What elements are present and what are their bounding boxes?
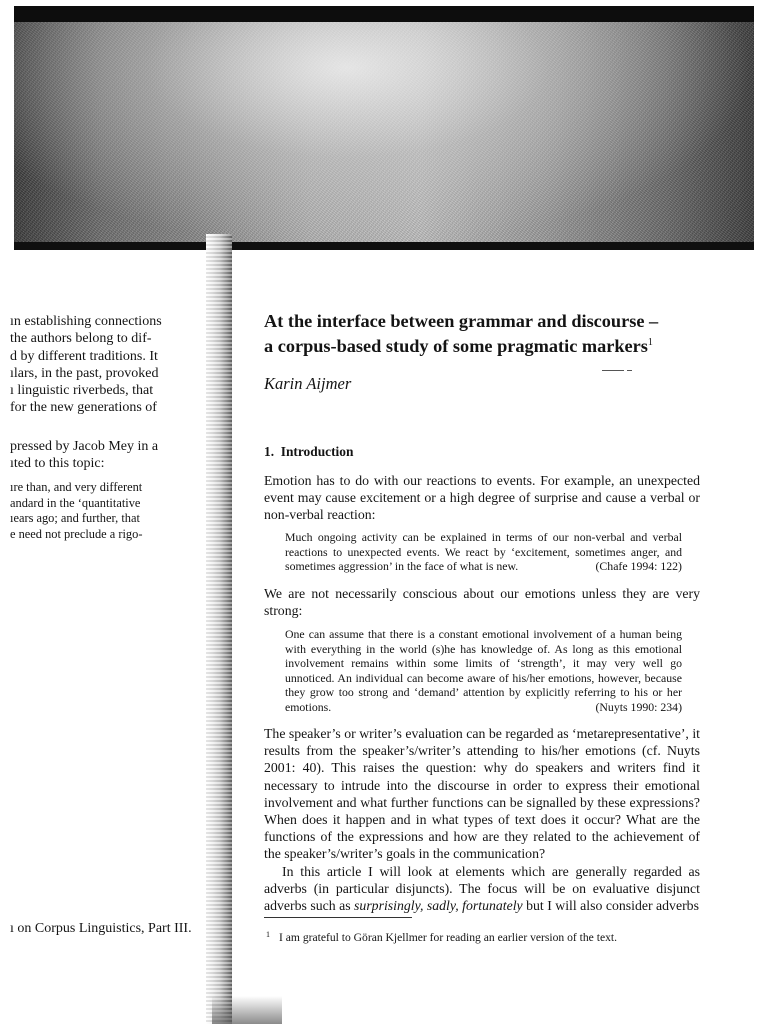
quote-citation: (Chafe 1994: 122) <box>595 559 682 574</box>
author-name: Karin Aijmer <box>264 374 352 393</box>
title-line-1: At the interface between grammar and discourse – <box>264 311 659 331</box>
footnote-text: I am grateful to Göran Kjellmer for reading an earlier version of the text. <box>279 931 618 944</box>
paragraph-text: We are not necessarily conscious about our emotions unless they are very strong: <box>264 586 700 619</box>
paragraph-4-end: but I will also consider adverbs <box>522 898 699 914</box>
quote-citation: (Nuyts 1990: 234) <box>595 699 682 714</box>
left-line: ıre than, and very different <box>10 480 143 494</box>
left-line: for the new generations of <box>10 400 157 416</box>
left-page-block-2 <box>10 438 208 473</box>
left-line: ın establishing connections <box>10 314 162 329</box>
footnote-marker: 1 <box>266 930 270 939</box>
book-gutter <box>206 234 232 1024</box>
footnote <box>266 928 702 945</box>
stray-mark <box>602 370 624 371</box>
footnote-rule <box>264 917 412 918</box>
block-quote-1 <box>285 530 682 574</box>
title-footnote-marker: 1 <box>647 337 653 348</box>
section-heading: 1. Introduction <box>264 444 354 459</box>
left-page-footer <box>10 920 208 937</box>
left-line: ıears ago; and further, that <box>10 511 140 525</box>
left-line: ılars, in the past, provoked <box>10 365 159 381</box>
left-line: e need not preclude a rigo- <box>10 526 143 541</box>
left-footer-line: ı on Corpus Linguistics, Part III. <box>10 921 192 936</box>
paragraph-1 <box>264 472 700 524</box>
scanned-header-band <box>14 6 754 250</box>
paragraph-text: The speaker’s or writer’s evaluation can be regarded as ‘metarepresentative’, it results from the speaker’s/writer’s attending to his/her emotions (cf. Nuyts 2001: 40). This raises the question: why do speakers and writers find it necessary to intrude into the discourse in order to express their emotional involvement and what further functions can be signalled by these expressions? When does it happen and in what types of text does it occur? What are the functions of the expressions and how are they related to the achievement of the speaker’s/writer’s goals in the communication? <box>264 726 700 862</box>
left-line: the authors belong to dif- <box>10 331 152 347</box>
book-gutter-shadow <box>212 996 282 1024</box>
paragraph-4-start: In this article I will look at elements which are generally regarded as adverbs (in particular disjuncts). The focus will be on evaluative disjunct adverbs such as <box>264 863 700 914</box>
left-line: d by different traditions. It <box>10 348 158 364</box>
paragraph-2 <box>264 585 700 619</box>
left-line: ı linguistic riverbeds, that <box>10 383 154 399</box>
block-quote-2 <box>285 627 682 715</box>
title-line-2-wrap <box>264 332 700 357</box>
paragraph-text: Emotion has to do with our reactions to events. For example, an unexpected event may cause excitement or a high degree of surprise and cause a verbal or non-verbal reaction: <box>264 473 700 523</box>
quote-text: One can assume that there is a constant emotional involvement of a human being with everything in the world (s)he has knowledge of. As long as this emotional involvement remains within some limits of ‘strength’, it may very well go unnoticed. An individual can become aware of his/her emotions, however, because they grow too strong and ‘demand’ attention by explicitly referring to his or her emotions. <box>285 627 682 714</box>
left-line: andard in the ‘quantitative <box>10 495 141 510</box>
paragraph-4-examples: surprisingly, sadly, fortunately <box>354 898 523 914</box>
title-line-2: a corpus-based study of some pragmatic markers <box>264 336 648 356</box>
stray-mark <box>627 370 632 371</box>
quote-text: Much ongoing activity can be explained in terms of our non-verbal and verbal reactions to unexpected events. We react by ‘excitement, sometimes anger, and sometimes aggression’ in the face of what is new. <box>285 530 682 574</box>
article-title <box>264 310 700 357</box>
paragraph-4 <box>264 863 700 915</box>
paragraph-3 <box>264 725 700 914</box>
left-line: ıted to this topic: <box>10 456 105 472</box>
left-line: pressed by Jacob Mey in a <box>10 439 159 454</box>
left-page-block-3 <box>10 480 208 542</box>
left-page-block-1 <box>10 313 208 417</box>
